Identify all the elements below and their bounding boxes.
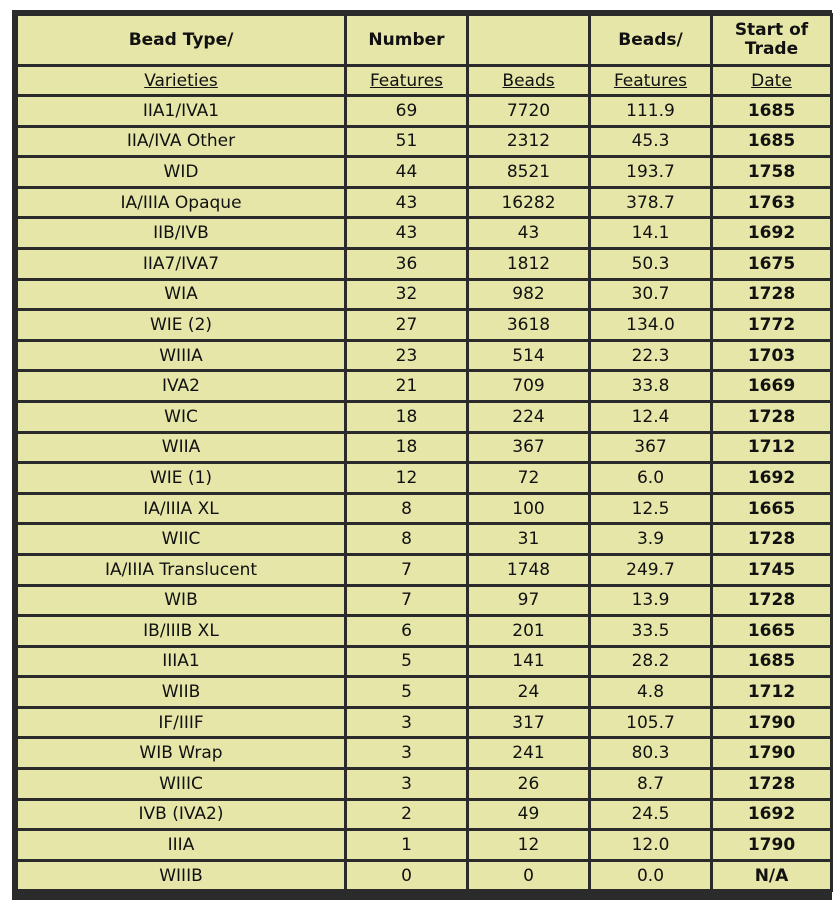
table-row [18, 219, 830, 247]
subheader-features: Features [347, 67, 466, 94]
cell-number-features: 21 [347, 372, 466, 400]
cell-beads-per-feature: 378.7 [591, 189, 710, 217]
cell-number-features: 5 [347, 678, 466, 706]
subheader-date: Date [713, 67, 830, 94]
cell-bead-type: IIA/IVA Other [18, 128, 344, 156]
cell-number-features: 1 [347, 831, 466, 859]
cell-bead-type: WID [18, 158, 344, 186]
table-row [18, 770, 830, 798]
table-row [18, 678, 830, 706]
bead-table-frame [12, 10, 832, 900]
table-row [18, 128, 830, 156]
cell-bead-type: WIA [18, 281, 344, 309]
cell-beads: 141 [469, 648, 588, 676]
cell-number-features: 2 [347, 801, 466, 829]
cell-bead-type: WIIB [18, 678, 344, 706]
cell-beads: 7720 [469, 97, 588, 125]
cell-beads-per-feature: 134.0 [591, 311, 710, 339]
cell-beads: 100 [469, 495, 588, 523]
cell-beads: 12 [469, 831, 588, 859]
cell-beads: 8521 [469, 158, 588, 186]
cell-bead-type: WIE (1) [18, 464, 344, 492]
cell-beads: 2312 [469, 128, 588, 156]
cell-beads-per-feature: 0.0 [591, 862, 710, 890]
cell-number-features: 44 [347, 158, 466, 186]
bead-trade-table [15, 13, 833, 892]
table-row [18, 434, 830, 462]
cell-bead-type: WIIIA [18, 342, 344, 370]
subheader-row [18, 67, 830, 94]
cell-beads-per-feature: 105.7 [591, 709, 710, 737]
cell-beads: 16282 [469, 189, 588, 217]
cell-number-features: 36 [347, 250, 466, 278]
cell-beads: 317 [469, 709, 588, 737]
table-row [18, 281, 830, 309]
cell-beads-per-feature: 24.5 [591, 801, 710, 829]
table-row [18, 648, 830, 676]
cell-beads-per-feature: 249.7 [591, 556, 710, 584]
cell-number-features: 3 [347, 709, 466, 737]
cell-number-features: 0 [347, 862, 466, 890]
cell-beads: 72 [469, 464, 588, 492]
cell-bead-type: IVB (IVA2) [18, 801, 344, 829]
cell-beads-per-feature: 4.8 [591, 678, 710, 706]
cell-start-date: N/A [713, 862, 830, 890]
cell-beads-per-feature: 14.1 [591, 219, 710, 247]
cell-number-features: 12 [347, 464, 466, 492]
cell-beads: 367 [469, 434, 588, 462]
cell-beads: 3618 [469, 311, 588, 339]
table-row [18, 587, 830, 615]
cell-beads: 201 [469, 617, 588, 645]
cell-start-date: 1745 [713, 556, 830, 584]
cell-number-features: 8 [347, 525, 466, 553]
cell-number-features: 6 [347, 617, 466, 645]
table-row [18, 617, 830, 645]
cell-bead-type: IA/IIIA Opaque [18, 189, 344, 217]
cell-beads: 1748 [469, 556, 588, 584]
cell-beads-per-feature: 33.5 [591, 617, 710, 645]
cell-start-date: 1669 [713, 372, 830, 400]
cell-start-date: 1665 [713, 617, 830, 645]
cell-start-date: 1790 [713, 739, 830, 767]
header-beads [469, 16, 588, 64]
cell-beads: 0 [469, 862, 588, 890]
cell-beads-per-feature: 80.3 [591, 739, 710, 767]
cell-beads-per-feature: 12.4 [591, 403, 710, 431]
cell-bead-type: IF/IIIF [18, 709, 344, 737]
cell-beads-per-feature: 111.9 [591, 97, 710, 125]
table-row [18, 97, 830, 125]
cell-start-date: 1712 [713, 678, 830, 706]
header-start-of-trade: Start of Trade [713, 16, 830, 64]
cell-number-features: 32 [347, 281, 466, 309]
cell-number-features: 7 [347, 556, 466, 584]
cell-bead-type: IB/IIIB XL [18, 617, 344, 645]
cell-beads: 49 [469, 801, 588, 829]
cell-bead-type: IIA1/IVA1 [18, 97, 344, 125]
cell-beads-per-feature: 13.9 [591, 587, 710, 615]
table-row [18, 403, 830, 431]
cell-beads-per-feature: 30.7 [591, 281, 710, 309]
table-row [18, 801, 830, 829]
cell-number-features: 3 [347, 739, 466, 767]
cell-beads-per-feature: 8.7 [591, 770, 710, 798]
cell-start-date: 1790 [713, 709, 830, 737]
cell-number-features: 51 [347, 128, 466, 156]
cell-number-features: 43 [347, 219, 466, 247]
cell-number-features: 18 [347, 403, 466, 431]
header-bead-type: Bead Type/ [18, 16, 344, 64]
cell-beads: 224 [469, 403, 588, 431]
cell-beads-per-feature: 367 [591, 434, 710, 462]
cell-start-date: 1763 [713, 189, 830, 217]
table-row [18, 862, 830, 890]
header-number: Number [347, 16, 466, 64]
cell-bead-type: WIIIB [18, 862, 344, 890]
table-row [18, 495, 830, 523]
table-row [18, 525, 830, 553]
cell-beads: 1812 [469, 250, 588, 278]
cell-number-features: 5 [347, 648, 466, 676]
cell-start-date: 1728 [713, 281, 830, 309]
cell-start-date: 1692 [713, 464, 830, 492]
cell-start-date: 1665 [713, 495, 830, 523]
cell-beads-per-feature: 33.8 [591, 372, 710, 400]
cell-beads-per-feature: 28.2 [591, 648, 710, 676]
subheader-features-ratio: Features [591, 67, 710, 94]
table-row [18, 158, 830, 186]
subheader-beads: Beads [469, 67, 588, 94]
cell-start-date: 1675 [713, 250, 830, 278]
cell-bead-type: WIB [18, 587, 344, 615]
table-row [18, 831, 830, 859]
cell-number-features: 18 [347, 434, 466, 462]
cell-start-date: 1728 [713, 587, 830, 615]
table-row [18, 250, 830, 278]
cell-beads: 709 [469, 372, 588, 400]
cell-bead-type: IA/IIIA Translucent [18, 556, 344, 584]
cell-start-date: 1728 [713, 525, 830, 553]
cell-beads: 97 [469, 587, 588, 615]
table-row [18, 709, 830, 737]
cell-beads-per-feature: 193.7 [591, 158, 710, 186]
cell-bead-type: WIIA [18, 434, 344, 462]
table-row [18, 372, 830, 400]
table-body [18, 97, 830, 889]
cell-start-date: 1790 [713, 831, 830, 859]
cell-number-features: 27 [347, 311, 466, 339]
cell-start-date: 1712 [713, 434, 830, 462]
cell-bead-type: IIB/IVB [18, 219, 344, 247]
cell-start-date: 1728 [713, 770, 830, 798]
cell-bead-type: IIIA [18, 831, 344, 859]
cell-bead-type: IIIA1 [18, 648, 344, 676]
cell-number-features: 3 [347, 770, 466, 798]
cell-start-date: 1685 [713, 97, 830, 125]
cell-beads: 24 [469, 678, 588, 706]
cell-beads: 26 [469, 770, 588, 798]
header-row [18, 16, 830, 64]
cell-beads: 31 [469, 525, 588, 553]
cell-beads: 241 [469, 739, 588, 767]
cell-number-features: 69 [347, 97, 466, 125]
cell-beads: 514 [469, 342, 588, 370]
cell-bead-type: IVA2 [18, 372, 344, 400]
table-row [18, 739, 830, 767]
cell-bead-type: WIC [18, 403, 344, 431]
cell-start-date: 1772 [713, 311, 830, 339]
cell-bead-type: IA/IIIA XL [18, 495, 344, 523]
table-row [18, 311, 830, 339]
table-row [18, 556, 830, 584]
cell-number-features: 8 [347, 495, 466, 523]
cell-number-features: 7 [347, 587, 466, 615]
cell-beads: 982 [469, 281, 588, 309]
cell-number-features: 43 [347, 189, 466, 217]
cell-bead-type: WIE (2) [18, 311, 344, 339]
cell-start-date: 1728 [713, 403, 830, 431]
cell-beads-per-feature: 45.3 [591, 128, 710, 156]
cell-beads-per-feature: 50.3 [591, 250, 710, 278]
table-row [18, 189, 830, 217]
cell-start-date: 1758 [713, 158, 830, 186]
cell-start-date: 1685 [713, 128, 830, 156]
cell-start-date: 1692 [713, 219, 830, 247]
table-row [18, 464, 830, 492]
subheader-varieties: Varieties [18, 67, 344, 94]
cell-start-date: 1692 [713, 801, 830, 829]
cell-bead-type: IIA7/IVA7 [18, 250, 344, 278]
table-row [18, 342, 830, 370]
cell-beads-per-feature: 22.3 [591, 342, 710, 370]
cell-beads-per-feature: 6.0 [591, 464, 710, 492]
cell-start-date: 1703 [713, 342, 830, 370]
cell-bead-type: WIIIC [18, 770, 344, 798]
cell-beads: 43 [469, 219, 588, 247]
cell-beads-per-feature: 3.9 [591, 525, 710, 553]
cell-beads-per-feature: 12.0 [591, 831, 710, 859]
cell-beads-per-feature: 12.5 [591, 495, 710, 523]
cell-bead-type: WIB Wrap [18, 739, 344, 767]
cell-bead-type: WIIC [18, 525, 344, 553]
header-beads-per: Beads/ [591, 16, 710, 64]
cell-start-date: 1685 [713, 648, 830, 676]
cell-number-features: 23 [347, 342, 466, 370]
